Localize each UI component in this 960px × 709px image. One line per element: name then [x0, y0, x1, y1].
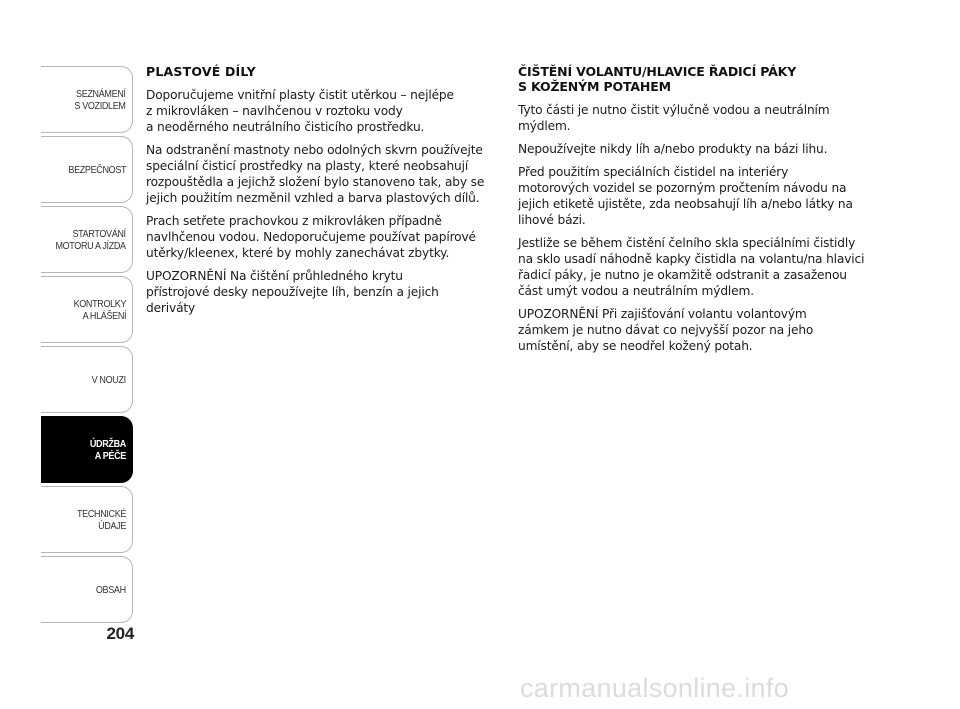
heading-line: ČIŠTĚNÍ VOLANTU/HLAVICE ŘADICÍ PÁKY — [518, 64, 797, 79]
paragraph — [146, 142, 496, 206]
tab-label — [92, 374, 126, 386]
text-line: utěrky/kleenex, které by mohly zanechávat zbytky. — [146, 246, 450, 260]
paragraph — [518, 235, 873, 299]
tab-label-line: A PÉČE — [94, 449, 126, 462]
leather-steering-wheel-section — [518, 64, 873, 361]
text-line: Tyto části je nutno čistit výlučně vodou a neutrálním — [518, 103, 830, 117]
tab-label-line: STARTOVÁNÍ — [72, 227, 126, 240]
text-line: navlhčenou vodou. Nedoporučujeme používat papírové — [146, 230, 476, 244]
text-line: deriváty — [146, 301, 196, 315]
tab-label — [73, 298, 126, 322]
chapter-tabs — [41, 66, 133, 626]
tab-label — [75, 88, 126, 112]
text-line: zámkem je nutno dávat co nejvyšší pozor na jeho — [518, 323, 814, 337]
tab-startovani-motoru-a-jizda[interactable] — [41, 206, 133, 273]
text-line: Prach setřete prachovkou z mikrovláken případně — [146, 214, 442, 228]
text-line: Jestliže se během čistění čelního skla speciálními čistidly — [518, 236, 856, 250]
tab-label-line: OBSAH — [96, 583, 126, 596]
tab-label-line: ÚDAJE — [98, 519, 126, 532]
watermark: carmanualsonline.info — [520, 673, 789, 703]
tab-label-line: ÚDRŽBA — [89, 437, 126, 450]
tab-label-line: V NOUZI — [91, 373, 126, 386]
tab-seznameni-s-vozidlem[interactable] — [41, 66, 133, 133]
text-line: Na odstranění mastnoty nebo odolných skvrn používejte — [146, 143, 483, 157]
text-line: UPOZORNĚNÍ Při zajišťování volantu volantovým — [518, 307, 807, 321]
text-line: jejich použitím nezměnil vzhled a barva plastových dílů. — [146, 191, 480, 205]
tab-label-line: SEZNÁMENÍ — [76, 87, 126, 100]
text-line: jejich etiketě ujistěte, zda neobsahují líh a/nebo látky na — [518, 197, 853, 211]
paragraph — [518, 164, 873, 228]
tab-label-line: KONTROLKY — [73, 297, 126, 310]
tab-label-line: S VOZIDLEM — [74, 99, 126, 112]
tab-label — [77, 508, 126, 532]
warning-paragraph — [518, 306, 873, 354]
paragraph — [518, 141, 873, 157]
tab-label — [90, 438, 126, 462]
tab-label — [56, 228, 126, 252]
text-line: motorových vozidel se pozorným pročtením návodu na — [518, 181, 847, 195]
text-line: a neoděrného neutrálního čisticího prostředku. — [146, 120, 425, 134]
tab-label — [68, 164, 126, 176]
text-line: speciální čisticí prostředky na plasty, které neobsahují — [146, 159, 469, 173]
warning-paragraph — [146, 268, 496, 316]
text-line: přístrojové desky nepoužívejte líh, benzín a jejich — [146, 285, 439, 299]
tab-udrzba-a-pece[interactable] — [41, 416, 133, 483]
heading-line: S KOŽENÝM POTAHEM — [518, 79, 671, 94]
text-line: řadicí páky, je nutno je okamžitě odstranit a zasaženou — [518, 268, 847, 282]
tab-label-line: TECHNICKÉ — [76, 507, 126, 520]
tab-kontrolky-a-hlaseni[interactable] — [41, 276, 133, 343]
section-heading: PLASTOVÉ DÍLY — [146, 64, 256, 79]
page-number: 204 — [106, 624, 134, 643]
text-line: Před použitím speciálních čistidel na interiéry — [518, 165, 789, 179]
text-line: na sklo usadí náhodně kapky čistidla na volantu/na hlavici — [518, 252, 865, 266]
tab-label-line: MOTORU A JÍZDA — [55, 239, 126, 252]
paragraph — [518, 102, 873, 134]
text-line: část umýt vodou a neutrálním mýdlem. — [518, 284, 754, 298]
text-line: rozpouštědla a jejichž složení bylo stanoveno tak, aby se — [146, 175, 485, 189]
tab-label-line: A HLÁŠENÍ — [82, 309, 126, 322]
paragraph — [146, 213, 496, 261]
text-line: Doporučujeme vnitřní plasty čistit utěrkou – nejlépe — [146, 88, 454, 102]
text-line: z mikrovláken – navlhčenou v roztoku vody — [146, 104, 403, 118]
tab-label-line: BEZPEČNOST — [68, 163, 126, 176]
tab-bezpecnost[interactable] — [41, 136, 133, 203]
section-heading — [518, 64, 873, 94]
plastic-parts-section — [146, 64, 496, 323]
text-line: lihové bázi. — [518, 213, 586, 227]
paragraph — [146, 87, 496, 135]
tab-technicke-udaje[interactable] — [41, 486, 133, 553]
text-line: umístění, aby se neodřel kožený potah. — [518, 339, 753, 353]
tab-obsah[interactable] — [41, 556, 133, 623]
tab-v-nouzi[interactable] — [41, 346, 133, 413]
tab-label — [96, 584, 126, 596]
text-line: UPOZORNĚNÍ Na čištění průhledného krytu — [146, 269, 403, 283]
text-line: Nepoužívejte nikdy líh a/nebo produkty na bázi lihu. — [518, 142, 828, 156]
text-line: mýdlem. — [518, 119, 571, 133]
